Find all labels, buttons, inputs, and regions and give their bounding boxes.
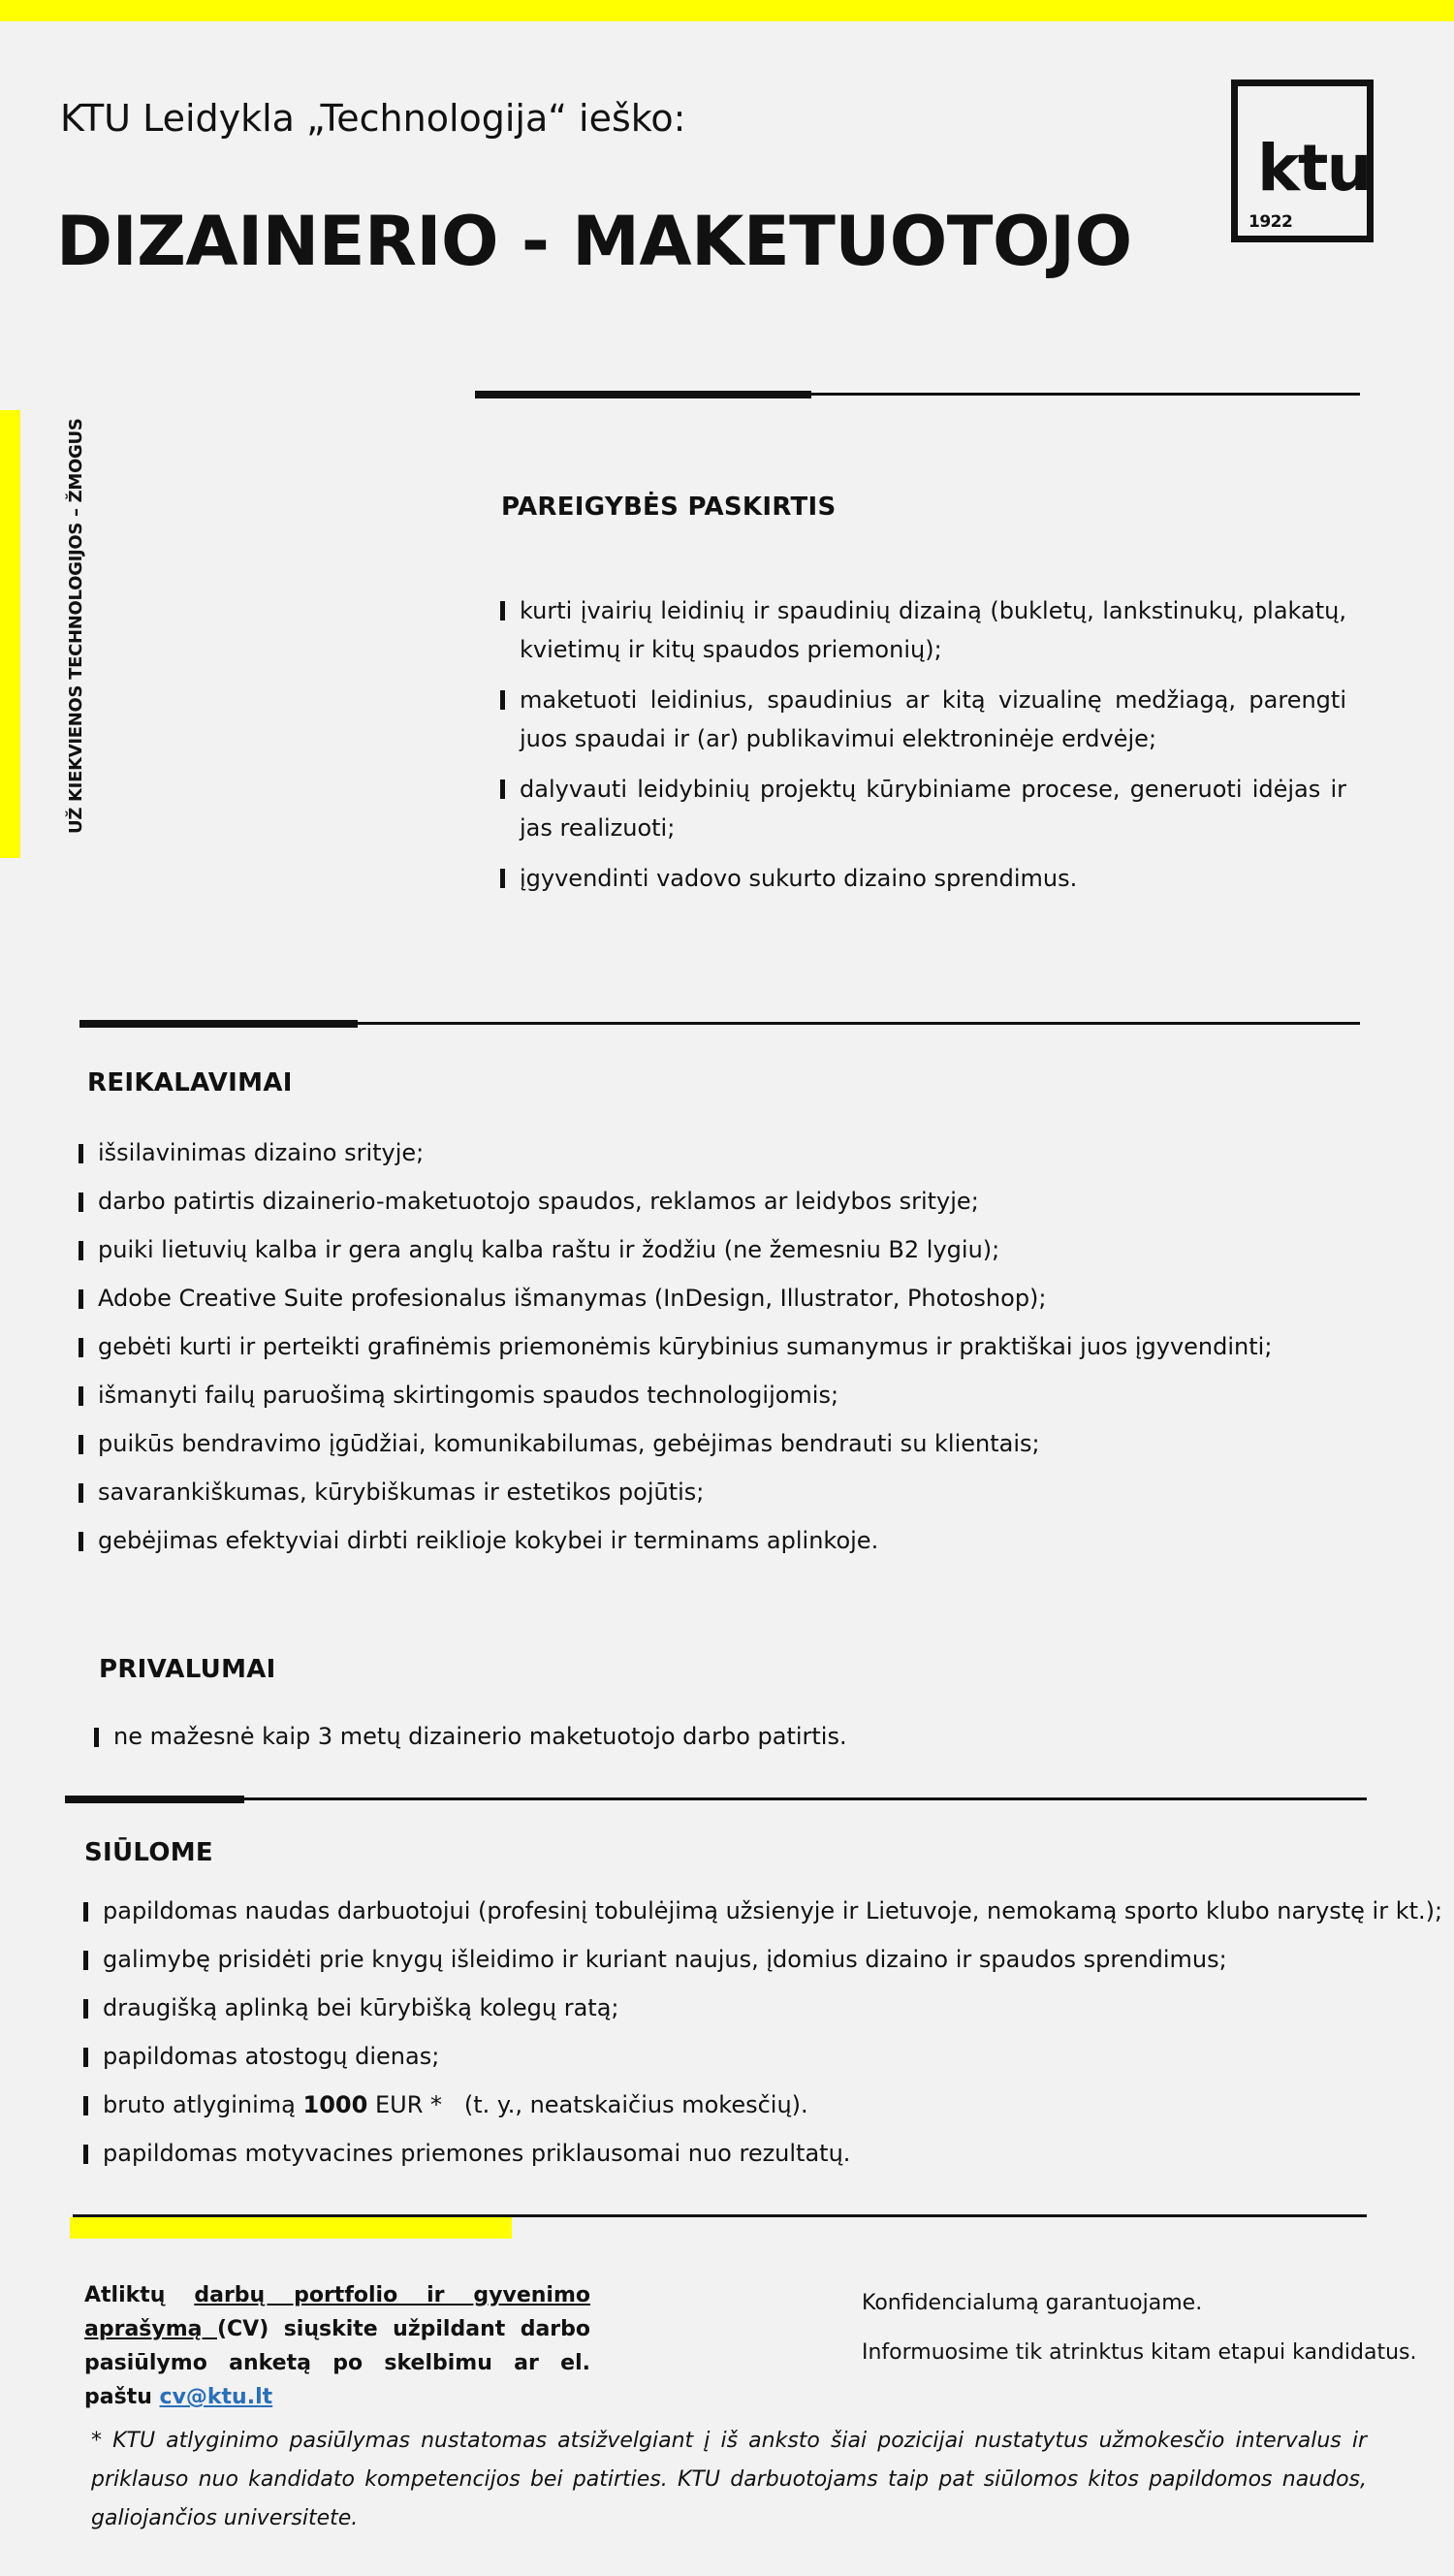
list-item: papildomas naudas darbuotojui (profesinį tobulėjimą užsienyje ir Lietuvoje, nemokamą sporto klubo narystę ir kt.); (83, 1892, 1442, 1929)
list-item: dalyvauti leidybinių projektų kūrybiniame procese, generuoti idėjas ir jas realizuoti; (500, 770, 1346, 847)
logo-text: ktu (1257, 131, 1371, 206)
vertical-slogan: UŽ KIEKVIENOS TECHNOLOGIJOS – ŽMOGUS (66, 418, 86, 834)
confidentiality-note (862, 2278, 1416, 2377)
offer-heading: SIŪLOME (84, 1838, 213, 1867)
list-item: kurti įvairių leidinių ir spaudinių dizainą (bukletų, lankstinukų, plakatų, kvietimų ir kitų spaudos priemonių); (500, 591, 1346, 669)
apply-lead: Atliktų (84, 2283, 195, 2307)
duties-list (500, 591, 1346, 909)
duties-heading: PAREIGYBĖS PASKIRTIS (501, 493, 837, 522)
divider-duties (475, 393, 1360, 396)
salary-suffix: EUR * (t. y., neatskaičius mokesčių). (367, 2091, 808, 2118)
ktu-logo (1231, 80, 1374, 242)
salary-prefix: bruto atlyginimą (103, 2091, 303, 2118)
list-item-salary (83, 2086, 1442, 2123)
advantages-list (94, 1718, 847, 1766)
list-item: draugišką aplinką bei kūrybišką kolegų ratą; (83, 1989, 1442, 2026)
list-item: darbo patirtis dizainerio-maketuotojo spaudos, reklamos ar leidybos srityje; (79, 1183, 1272, 1220)
logo-year: 1922 (1249, 212, 1293, 232)
list-item: papildomas atostogų dienas; (83, 2038, 1442, 2075)
list-item: maketuoti leidinius, spaudinius ar kitą vizualinę medžiagą, parengti juos spaudai ir (ar) publikavimui elektroninėje erdvėje; (500, 681, 1346, 758)
requirements-list (79, 1134, 1272, 1571)
divider-requirements (79, 1022, 1360, 1025)
apply-rest: (CV) siųskite užpildant darbo pasiūlymo anketą po skelbimu ar el. paštu (84, 2317, 591, 2409)
confidential-line: Konfidencialumą garantuojame. (862, 2291, 1203, 2315)
offer-list (83, 1892, 1442, 2183)
top-accent-bar (0, 0, 1454, 21)
salary-footnote: * KTU atlyginimo pasiūlymas nustatomas atsižvelgiant į iš anksto šiai pozicijai nustatytus užmokesčio intervalus ir priklauso nuo kandidato kompetencijos bei patirties. KTU darbuotojams taip pat siūlomos kitos papildomos naudos, galiojančios universitete. (91, 2429, 1367, 2530)
list-item: įgyvendinti vadovo sukurto dizaino sprendimus. (500, 859, 1346, 898)
list-item: puikūs bendravimo įgūdžiai, komunikabilumas, gebėjimas bendrauti su klientais; (79, 1425, 1272, 1462)
list-item: gebėti kurti ir perteikti grafinėmis priemonėmis kūrybinius sumanymus ir praktiškai juos įgyvendinti; (79, 1328, 1272, 1365)
page-title: DIZAINERIO - MAKETUOTOJO (56, 202, 1132, 281)
list-item: papildomas motyvacines priemones priklausomai nuo rezultatų. (83, 2135, 1442, 2172)
email-link[interactable]: cv@ktu.lt (159, 2385, 273, 2409)
footer-accent-bar (70, 2217, 512, 2239)
list-item: ne mažesnė kaip 3 metų dizainerio maketuotojo darbo patirtis. (94, 1718, 847, 1755)
side-accent-bar (0, 410, 20, 858)
confidential-line: Informuosime tik atrinktus kitam etapui kandidatus. (862, 2340, 1417, 2365)
list-item: galimybę prisidėti prie knygų išleidimo ir kuriant naujus, įdomius dizaino ir spaudos sprendimus; (83, 1941, 1442, 1978)
list-item: puiki lietuvių kalba ir gera anglų kalba raštu ir žodžiu (ne žemesniu B2 lygiu); (79, 1231, 1272, 1268)
list-item: išsilavinimas dizaino srityje; (79, 1134, 1272, 1171)
list-item: išmanyti failų paruošimą skirtingomis spaudos technologijomis; (79, 1377, 1272, 1414)
requirements-heading: REIKALAVIMAI (87, 1068, 293, 1097)
list-item: Adobe Creative Suite profesionalus išmanymas (InDesign, Illustrator, Photoshop); (79, 1280, 1272, 1317)
apply-underlined: darbų portfolio ir gyvenimo aprašymą (84, 2283, 590, 2341)
divider-offer (65, 1797, 1367, 1800)
application-instructions (84, 2278, 590, 2414)
advantages-heading: PRIVALUMAI (99, 1655, 276, 1684)
list-item: gebėjimas efektyviai dirbti reiklioje kokybei ir terminams aplinkoje. (79, 1522, 1272, 1559)
salary-amount: 1000 (302, 2091, 368, 2118)
list-item: savarankiškumas, kūrybiškumas ir estetikos pojūtis; (79, 1474, 1272, 1511)
intro-text: KTU Leidykla „Technologija“ ieško: (60, 97, 686, 140)
